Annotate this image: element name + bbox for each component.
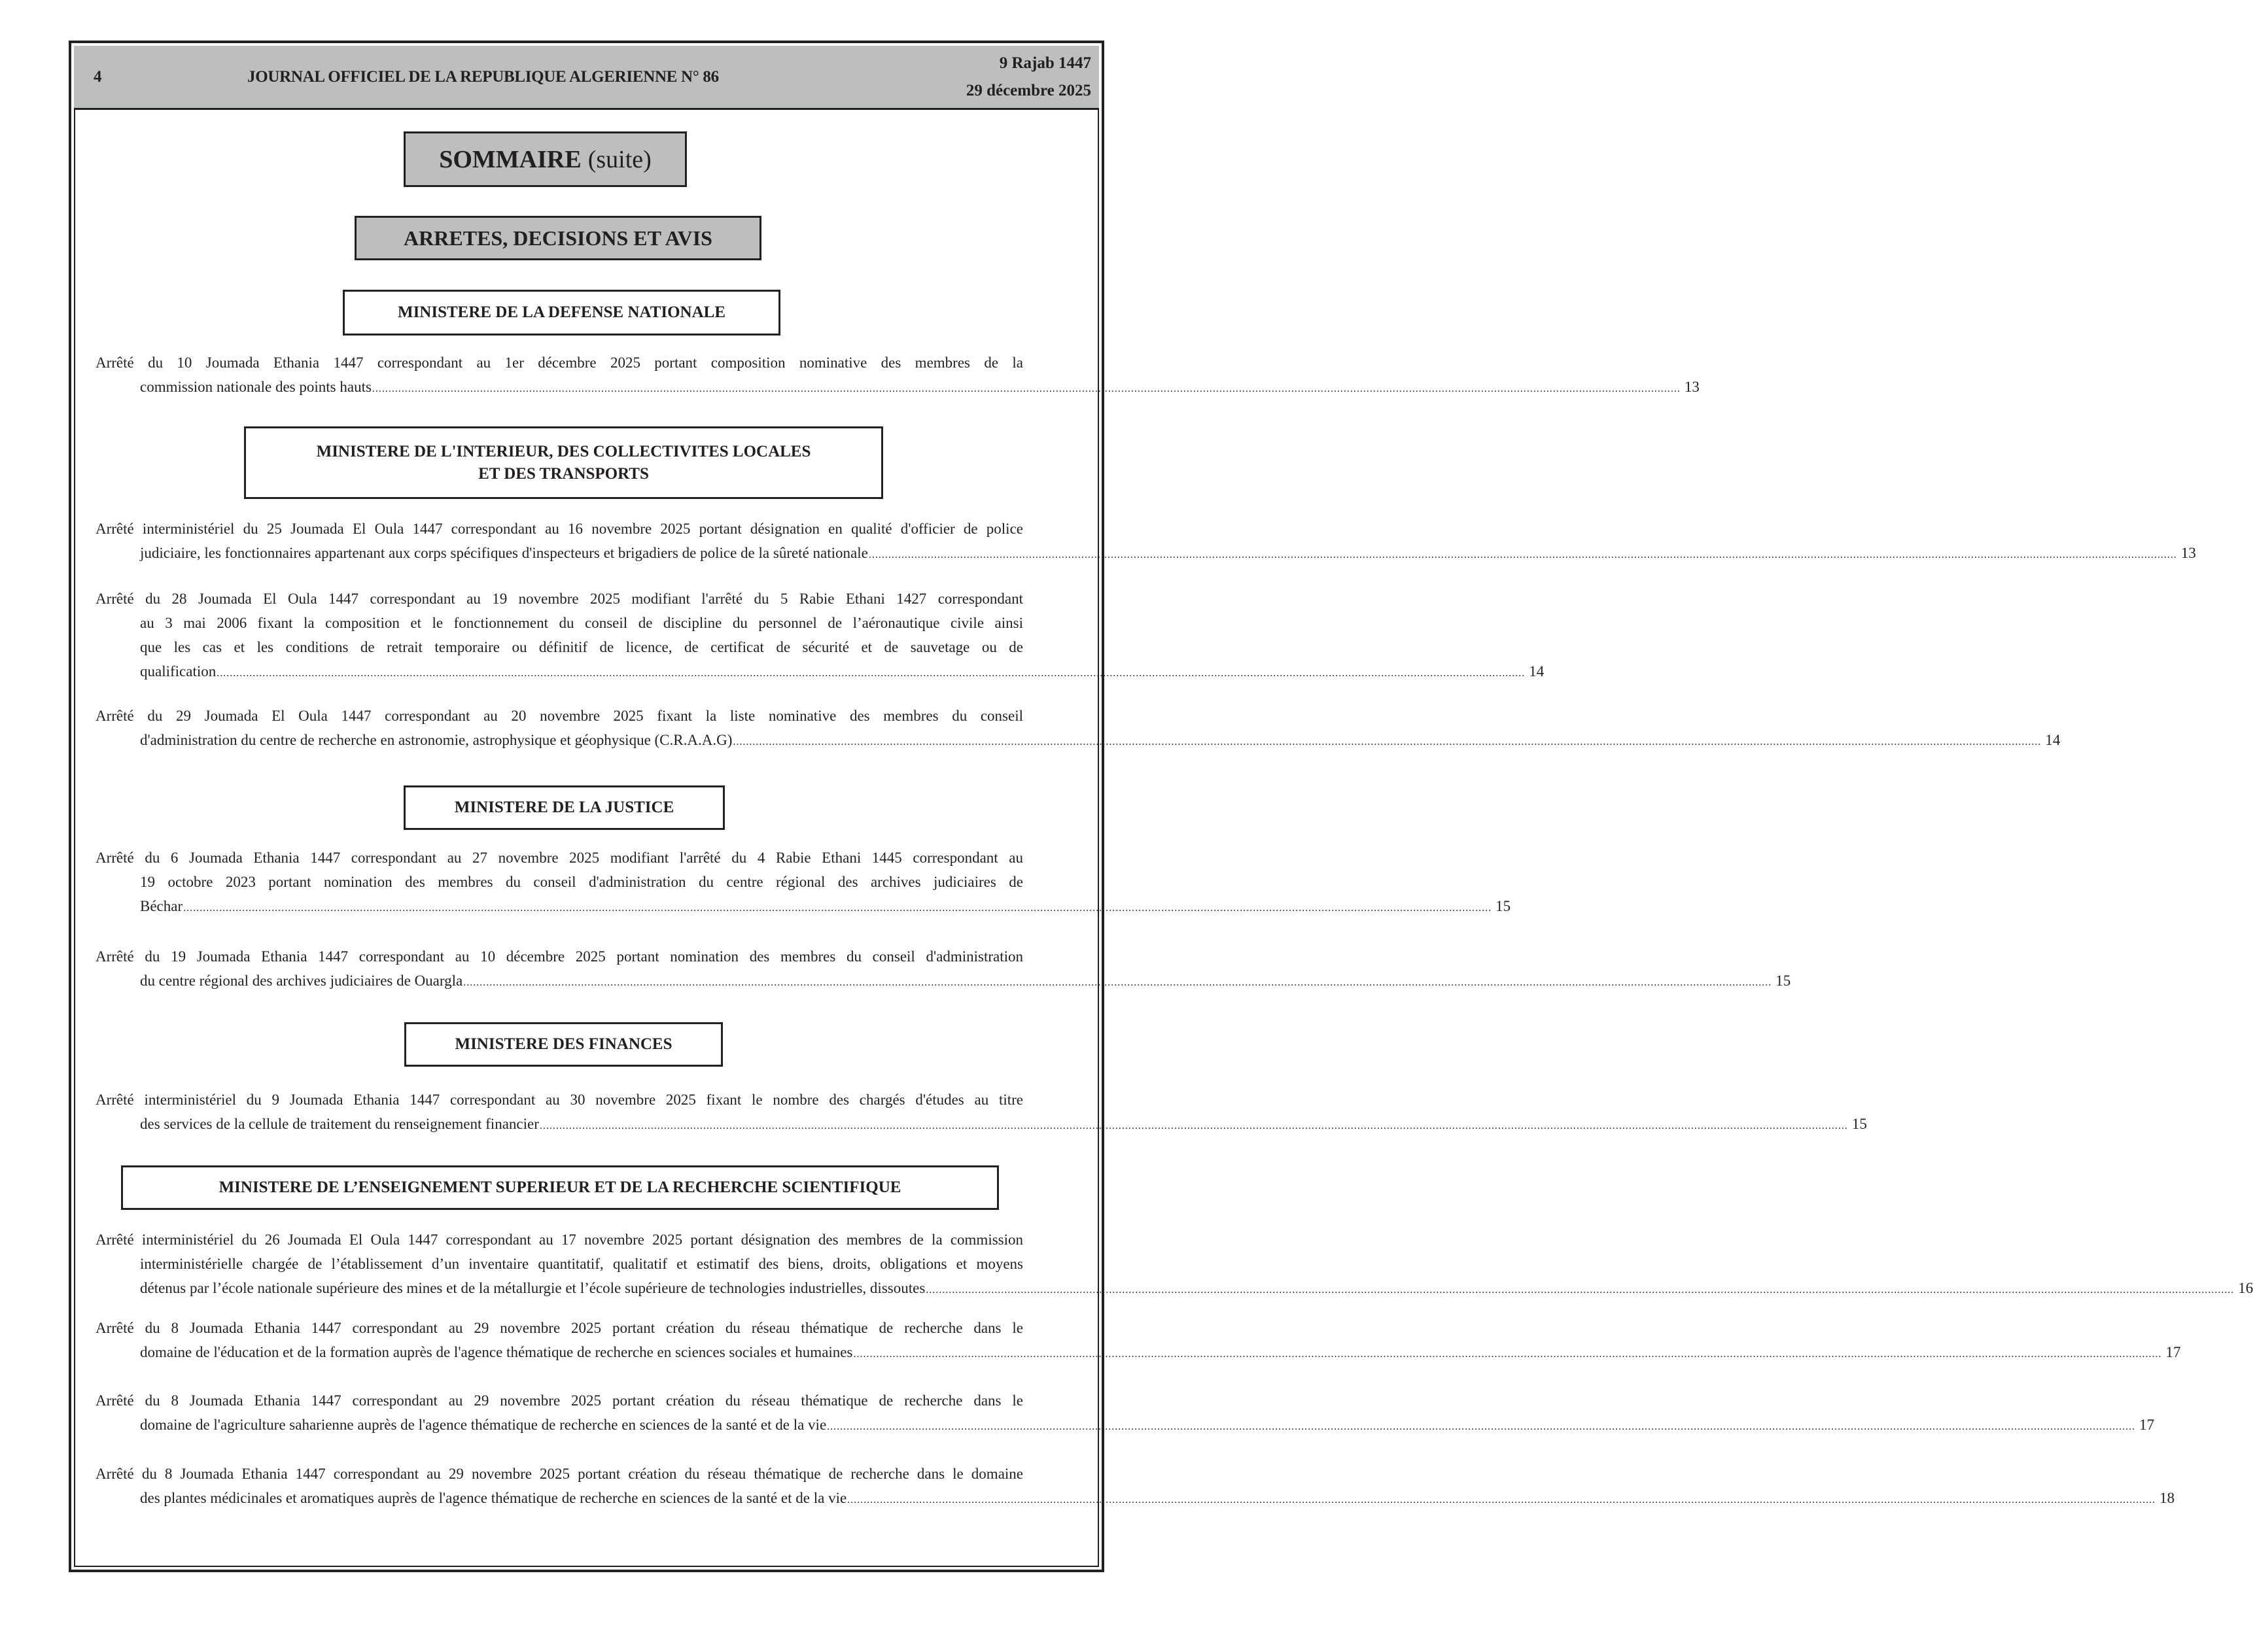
date-hijri: 9 Rajab 1447 — [999, 54, 1091, 72]
entry-text-line: Arrêté interministériel du 26 Joumada El Oula 1447 correspondant au 17 novembre 2025 portant désignation des membres de la commission — [96, 1231, 1023, 1248]
entry-text-line: Arrêté du 8 Joumada Ethania 1447 correspondant au 29 novembre 2025 portant création du réseau thématique de recherche dans le — [96, 1320, 1023, 1336]
entry-last-line — [96, 1413, 2155, 1439]
entry-text-line: Arrêté du 29 Joumada El Oula 1447 correspondant au 20 novembre 2025 fixant la liste nominative des membres du conseil — [96, 708, 1023, 724]
entry-text-line: qualification — [140, 663, 217, 680]
toc-entry[interactable] — [96, 351, 1700, 401]
entry-text-line: des services de la cellule de traitement du renseignement financier — [140, 1116, 539, 1132]
entry-text-line: Arrêté du 10 Joumada Ethania 1447 correspondant au 1er décembre 2025 portant composition nominative des membres de la — [96, 354, 1023, 371]
ministry-heading: MINISTERE DE LA JUSTICE — [454, 799, 674, 816]
ministry-heading-box — [343, 290, 780, 336]
entry-last-line — [96, 969, 1791, 995]
ministry-heading: MINISTERE DES FINANCES — [455, 1035, 672, 1053]
entry-text-line: au 3 mai 2006 fixant la composition et le fonctionnement du conseil de discipline du personnel de l’aéronautique civile ainsi — [140, 615, 1023, 631]
ministry-heading: MINISTERE DE LA DEFENSE NATIONALE — [397, 303, 726, 321]
entry-text-line: Arrêté du 19 Joumada Ethania 1447 correspondant au 10 décembre 2025 portant nomination des membres du conseil d'administration — [96, 948, 1023, 965]
dot-leader: ................................................................................................................................................................................................................................................................................................................................................................................................................ — [827, 1421, 2136, 1432]
entry-text-line: détenus par l’école nationale supérieure des mines et de la métallurgie et l’école supérieure de technologies industrielles, dissoutes — [140, 1280, 926, 1296]
ministry-heading-box — [244, 426, 883, 499]
entry-page-number[interactable]: 13 — [1684, 379, 1700, 395]
dot-leader: ................................................................................................................................................................................................................................................................................................................................................................................................................ — [847, 1494, 2156, 1506]
entry-last-line — [96, 1340, 2181, 1366]
dot-leader: ................................................................................................................................................................................................................................................................................................................................................................................................................ — [868, 549, 2177, 560]
entry-text-line: Arrêté interministériel du 25 Joumada El Oula 1447 correspondant au 16 novembre 2025 portant désignation en qualité d'officier de police — [96, 521, 1023, 537]
entry-text-line: 19 octobre 2023 portant nomination des membres du conseil d'administration du centre régional des archives judiciaires de — [140, 874, 1023, 890]
entry-page-number[interactable]: 15 — [1851, 1116, 1867, 1132]
toc-entry[interactable] — [96, 704, 2061, 754]
ministry-heading: MINISTERE DE L'INTERIEUR, DES COLLECTIVITES LOCALES — [316, 442, 811, 460]
ministry-heading: ET DES TRANSPORTS — [478, 464, 649, 483]
sommaire-title: SOMMAIRE — [439, 145, 582, 173]
entry-text-line: judiciaire, les fonctionnaires appartenant aux corps spécifiques d'inspecteurs et brigadiers de police de la sûreté nationale — [140, 545, 868, 561]
entry-page-number[interactable]: 18 — [2159, 1490, 2175, 1506]
dot-leader: ................................................................................................................................................................................................................................................................................................................................................................................................................ — [733, 736, 2042, 748]
dot-leader: ................................................................................................................................................................................................................................................................................................................................................................................................................ — [539, 1120, 1848, 1131]
entry-page-number[interactable]: 14 — [2045, 732, 2061, 748]
entry-text-line: Arrêté du 28 Joumada El Oula 1447 correspondant au 19 novembre 2025 modifiant l'arrêté du 5 Rabie Ethani 1427 correspondant — [96, 591, 1023, 607]
entry-text-line: domaine de l'éducation et de la formation auprès de l'agence thématique de recherche en sciences sociales et humaines — [140, 1344, 853, 1360]
toc-entry[interactable] — [96, 1228, 2253, 1302]
section-title: ARRETES, DECISIONS ET AVIS — [404, 226, 712, 250]
entry-page-number[interactable]: 17 — [2139, 1417, 2155, 1433]
sommaire-suffix: (suite) — [587, 145, 652, 173]
ministry-heading: MINISTERE DE L’ENSEIGNEMENT SUPERIEUR ET DE LA RECHERCHE SCIENTIFIQUE — [218, 1179, 901, 1196]
entry-text-line: commission nationale des points hauts — [140, 379, 372, 395]
entry-text-line: d'administration du centre de recherche en astronomie, astrophysique et géophysique (C.R.A.A.G) — [140, 732, 733, 748]
entry-last-line — [96, 1276, 2253, 1302]
issue-date — [966, 50, 1091, 105]
entry-text-line: que les cas et les conditions de retrait temporaire ou définitif de licence, de certificat de sécurité et de sauvetage ou de — [140, 639, 1023, 655]
journal-header — [74, 46, 1099, 110]
entry-last-line — [96, 1486, 2175, 1512]
date-gregorian: 29 décembre 2025 — [966, 82, 1091, 99]
entry-page-number[interactable]: 15 — [1495, 898, 1511, 914]
toc-entry[interactable] — [96, 587, 1545, 685]
entry-text-line: interministérielle chargée de l’établissement d’un inventaire quantitatif, qualitatif et estimatif des biens, droits, obligations et moyens — [140, 1256, 1023, 1272]
entry-text-line: domaine de l'agriculture saharienne auprès de l'agence thématique de recherche en sciences de la santé et de la vie — [140, 1417, 827, 1433]
toc-entry[interactable] — [96, 517, 2196, 567]
dot-leader: ................................................................................................................................................................................................................................................................................................................................................................................................................ — [463, 977, 1772, 988]
entry-page-number[interactable]: 15 — [1775, 972, 1791, 989]
journal-title: JOURNAL OFFICIEL DE LA REPUBLIQUE ALGERIENNE N° 86 — [247, 68, 719, 86]
entry-page-number[interactable]: 17 — [2165, 1344, 2181, 1360]
dot-leader: ................................................................................................................................................................................................................................................................................................................................................................................................................ — [217, 668, 1526, 679]
entry-text-line: Arrêté du 8 Joumada Ethania 1447 correspondant au 29 novembre 2025 portant création du réseau thématique de recherche dans le — [96, 1392, 1023, 1409]
ministry-heading-box — [121, 1165, 999, 1210]
ministry-heading-box — [404, 1022, 723, 1067]
entry-last-line — [96, 894, 1511, 920]
entry-text-line: du centre régional des archives judiciaires de Ouargla — [140, 972, 463, 989]
dot-leader: ................................................................................................................................................................................................................................................................................................................................................................................................................ — [926, 1284, 2235, 1296]
entry-last-line — [96, 659, 1545, 685]
page-number: 4 — [94, 68, 102, 86]
entry-page-number[interactable]: 13 — [2180, 545, 2196, 561]
entry-text-line: Arrêté du 8 Joumada Ethania 1447 correspondant au 29 novembre 2025 portant création du réseau thématique de recherche dans le domaine — [96, 1466, 1023, 1482]
toc-entry[interactable] — [96, 1388, 2155, 1439]
entry-last-line — [96, 375, 1700, 401]
entry-last-line — [96, 541, 2196, 567]
toc-entry[interactable] — [96, 1088, 1867, 1138]
entry-text-line: Arrêté du 6 Joumada Ethania 1447 correspondant au 27 novembre 2025 modifiant l'arrêté du 4 Rabie Ethani 1445 correspondant au — [96, 850, 1023, 866]
sommaire-title-box — [404, 131, 687, 187]
dot-leader: ................................................................................................................................................................................................................................................................................................................................................................................................................ — [372, 383, 1681, 394]
dot-leader: ................................................................................................................................................................................................................................................................................................................................................................................................................ — [183, 903, 1492, 914]
dot-leader: ................................................................................................................................................................................................................................................................................................................................................................................................................ — [853, 1349, 2162, 1360]
entry-last-line — [96, 1112, 1867, 1138]
entry-text-line: des plantes médicinales et aromatiques auprès de l'agence thématique de recherche en sciences de la santé et de la vie — [140, 1490, 847, 1506]
toc-entry[interactable] — [96, 1316, 2181, 1366]
entry-page-number[interactable]: 16 — [2238, 1280, 2253, 1296]
ministry-heading-box — [404, 785, 725, 830]
entry-page-number[interactable]: 14 — [1529, 663, 1545, 680]
entry-text-line: Béchar — [140, 898, 183, 914]
toc-entry[interactable] — [96, 846, 1511, 920]
entry-text-line: Arrêté interministériel du 9 Joumada Ethania 1447 correspondant au 30 novembre 2025 fixant le nombre des chargés d'études au titre — [96, 1092, 1023, 1108]
toc-entry[interactable] — [96, 1462, 2175, 1512]
entry-last-line — [96, 728, 2061, 754]
section-title-box — [355, 216, 761, 260]
toc-entry[interactable] — [96, 944, 1791, 995]
